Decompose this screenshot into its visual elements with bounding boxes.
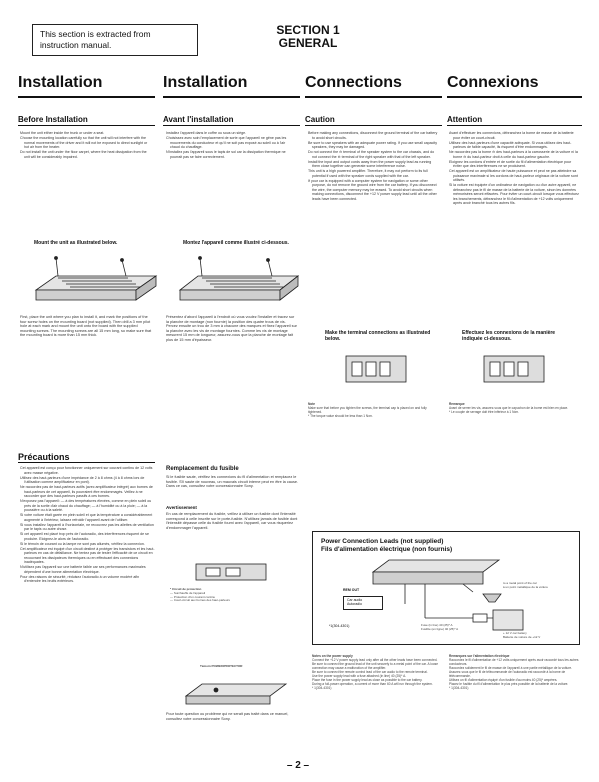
protection-circuit [170, 588, 296, 603]
autoradio-label: Autoradio [347, 602, 362, 606]
list-item: Si votre voiture était garée en plein soleil et que la température a considérablement augmenté à l'intérieur, laissez refroidir l'appareil avant de l'utiliser. [20, 513, 153, 522]
list-item: Assurez-vous que le fil de télécommande de l'autoradio est raccordé à la borne de télécommande. [449, 670, 566, 678]
precautions-list [20, 466, 155, 584]
fuse-line-en: Fuse (in line) 40 (25)* A [421, 623, 453, 627]
note [308, 402, 438, 418]
caption-mount: Mount the unit as illustrated below. [34, 240, 118, 246]
list-item: This unit is a high powered amplifier. Therefore, it may not perform to its full potential if used with the speaker cords supplied with the car. [308, 169, 428, 178]
note-torque: * The torque value should be less than 1 N•m. [308, 414, 373, 418]
metal-point-fr: à un point métallique de la voiture [503, 584, 548, 589]
power-title-fr: Fils d'alimentation électrique (non fournis) [321, 546, 453, 553]
amplifier-illustration [180, 672, 290, 706]
list-item: Si vous installez l'appareil à l'horizontale, ne recouvrez pas les ailettes de ventilation par le tapis ou autre chose. [20, 522, 154, 531]
caption-montez: Montez l'appareil comme illustré ci-dessous. [183, 240, 289, 246]
section-name: GENERAL [278, 36, 338, 50]
battery-fr: Batterie de voiture de +12 V [503, 634, 541, 639]
list-item: Placez le fusible du fil d'alimentation le plus près possible de la batterie de la voiture. [449, 682, 569, 686]
list-item: Before making any connections, disconnect the ground terminal of the car battery to avoid short circuits. [308, 131, 438, 140]
avant-installation-list [166, 131, 296, 160]
list-item: Pour des raisons de sécurité, réduisez l'autoradio à un volume modéré afin d'entendre les bruits extérieurs. [20, 574, 140, 583]
subheading-caution: Caution [305, 113, 442, 126]
power-title-en: Power Connection Leads (not supplied) [321, 538, 444, 545]
list-item: N'utilisez pas l'appareil sur une batterie faible car ses performances maximales dépendent d'une bonne alimentation électrique. [20, 565, 146, 574]
mounting-illustration [18, 254, 300, 312]
list-item: Mount the unit either inside the trunk or under a seat. [20, 131, 105, 135]
extract-notice: This section is extracted from instruction manual. [32, 24, 198, 56]
list-item: Be sure to connect the ground lead of the unit securely to a metal point of the car. A loose connection may cause a malfunction of the amplifier. [312, 662, 438, 670]
notes-power-part: * 1(304-4301) [312, 686, 332, 690]
list-item: Do not install the unit under the floor carpet, where the heat dissipation from the unit will be considerably impaired. [20, 150, 147, 159]
list-item: Eloignez les cordons d'entrée et de sortie du fil d'alimentation électrique pour éviter que des interférences ne se produisent. [449, 159, 572, 168]
battery-en: + 12 V car battery [503, 631, 527, 635]
protection-line: — Protection d'un courant continu [170, 594, 216, 599]
car-audio-label: Car audio [347, 598, 363, 602]
heading-connexions-fr: Connexions [447, 74, 539, 91]
list-item: Ne raccordez pas de haut-parleurs actifs (avec amplificateur intégré) aux bornes de haut-parleurs de cet appareil, ils pourraient être endommagés. Veillez à ne raccorder que des haut-parleurs passifs à ces bornes. [20, 485, 153, 498]
precautions-heading: Précautions [18, 452, 155, 463]
heading-installation-en: Installation [18, 74, 103, 91]
list-item: Si le témoin de courant ou la lampe ne sont pas allumés, vérifiez la connexion. [20, 541, 145, 546]
rem-out-label: REM OUT [343, 588, 360, 592]
list-item: Installez l'appareil dans le coffre ou sous un siège. [166, 131, 247, 135]
list-item: Utilisez des haut-parleurs d'une capacité adéquate. Si vous utilisez des haut-parleurs de faible capacité, ils risquent d'être endommagés. [449, 140, 572, 149]
notes-power-heading: Notes on the power supply [312, 654, 353, 658]
note-text: Make sure that before you tighten the screws, the terminal cap is placed on and fully tightened. [308, 406, 427, 414]
install-paragraph-fr: Présentez d'abord l'appareil à l'endroit où vous voulez l'installer et tracez sur la planche de montage (non fournie) la position des quatre trous de vis. Percez ensuite un trou de 3 mm à chacune des marques et fixez l'appareil sur la planche avec les vis de montage fournies. Comme les vis de montage mesurent 15 mm de longueur, assurez-vous que la planche de montage fait plus de 15 mm d'épaisseur. [166, 315, 297, 342]
list-item: Choisissez avec soin l'emplacement de sorte que l'appareil ne gêne pas les mouvements du conducteur et qu'il ne soit pas exposé au soleil ou à l'air chaud du chauffage. [166, 136, 287, 149]
metal-point-en: to a metal point of the car [503, 581, 537, 585]
before-installation-list [20, 131, 150, 160]
list-item: Raccordez solidement le fil de masse de l'appareil à une partie métallique de la voiture. [449, 666, 573, 670]
fuse-line-fr: Fusible (en ligne) 40 (25)* A [421, 626, 459, 631]
terminal-illustration [306, 350, 581, 394]
subheading-attention: Attention [447, 113, 582, 126]
list-item: Connect the +12 V power supply lead only after all the other leads have been connected. [312, 658, 438, 662]
list-item: During a full-power operation, a current of more than 60 A will run through the system. [312, 682, 433, 686]
remarques-heading: Remarques sur l'alimentation électrique [449, 654, 510, 658]
car-audio-box [343, 596, 383, 610]
list-item: Ne raccordez pas la borne ⊖ des haut-parleurs à la carrosserie de la voiture ni la borne ⊖ du haut-parleur droit à celle du haut-parleur gauche. [449, 150, 578, 159]
protection-line: — Surchauffe de l'appareil [170, 590, 206, 595]
part-number: *1(304-4301) [329, 624, 350, 628]
caption-effectuez: Effectuez les connexions de la manière indiquée ci-dessous. [462, 330, 556, 342]
page-number: – 2 – [286, 760, 310, 771]
subheading-avant-installation: Avant l'installation [163, 113, 300, 126]
caution-list [308, 131, 438, 202]
list-item: Si cet appareil est placé trop près de l'autoradio, des interférences risquent de se produire. Eloignez-le alors de l'autoradio. [20, 532, 149, 541]
fuse-footer-paragraph: Pour toute question ou problème qui ne serait pas traité dans ce manuel, consultez votre concessionnaire Sony. [166, 712, 289, 721]
section-title [258, 24, 358, 50]
note-label: Note [308, 402, 316, 406]
list-item: Use the power supply lead with a fuse attached (in line) 40 (25)* A. [312, 674, 407, 678]
rule [18, 96, 155, 98]
remarque-label: Remarque [449, 402, 465, 406]
list-item: N'exposez pas l'appareil: — à des températures élevées, comme en plein soleil ou près de la sortie d'air chaud du chauffage; — à l'humidité ou à la pluie; — à la poussière ou à la saleté. [20, 499, 152, 512]
fuse-warning-heading: Avertissement [166, 505, 197, 510]
list-item: Cet appareil est conçu pour fonctionner uniquement sur courant continu de 12 volts avec masse négative. [20, 466, 153, 475]
fuse-line-label [421, 624, 491, 632]
remarque [449, 402, 579, 414]
list-item: N'installez pas l'appareil sous le tapis de sol car la dissipation thermique ne pourrait pas se faire correctement. [166, 150, 286, 159]
fuse-warning: En cas de remplacement du fusible, veillez à utiliser un fusible dont l'intensité correspond à celle inscrite sur le porte-fusible. N'utilisez jamais de fusible dont l'intensité dépasse celle du fusible fourni avec l'appareil, car vous risqueriez d'endommager l'appareil. [166, 512, 298, 530]
rule [305, 96, 442, 98]
list-item: Cet amplificateur est équipé d'un circuit destiné à protéger les transistors et les haut-parleurs en cas de défaillance. Ne tentez pas de tester l'efficacité de ce circuit en recouvrant les dissipateurs thermiques ou en effectuant des connexions inadéquates. [20, 546, 155, 564]
battery-label [503, 632, 577, 640]
list-item: Install the input and output cords away from the power supply lead as running them close together can generate some interference noise. [308, 159, 432, 168]
power-connection-box [312, 531, 580, 645]
remarque-text: Avant de serrer les vis, assurez-vous que le capuchon de la borne est bien en place. [449, 406, 569, 410]
list-item: If your car is equipped with a computer system for navigation or some other purpose, do not remove the ground wire from the car battery. If you disconnect the wire, the computer memory may be erased. To avoid short circuits when making connections, disconnect the +12 V power supply lead until all the other leads have been connected. [308, 178, 437, 201]
section-number: SECTION 1 [276, 23, 340, 37]
list-item: Utilisez un fil d'alimentation équipé d'un fusible d'au moins 40 (25)* ampères. [449, 678, 558, 682]
list-item: Utilisez des haut-parleurs d'une impédance de 2 à 8 ohms (4 à 8 ohms lors de l'utilisation comme amplificateur en pont). [20, 475, 145, 484]
caption-make-terminal: Make the terminal connections as illustrated below. [325, 330, 431, 342]
temoin-label: Témoin POWER/PROTECTOR [200, 664, 243, 668]
list-item: Do not connect the ⊖ terminal of the speaker system to the car chassis, and do not connect the ⊖ terminal of the right speaker with that of the left speaker. [308, 150, 435, 159]
attention-list [449, 131, 581, 206]
remarque-torque: * Le couple de serrage doit être inférieur à 1 N•m. [449, 410, 520, 414]
fuse-heading: Remplacement du fusible [166, 466, 239, 472]
list-item: Be sure to use speakers with an adequate power rating. If you use small capacity speakers, they may be damaged. [308, 140, 438, 149]
list-item: Place the fuse in the power supply lead as close as possible to the car battery. [312, 678, 423, 682]
list-item: Raccordez le fil d'alimentation de +12 volts uniquement après avoir raccordé tous les autres conducteurs. [449, 658, 579, 666]
remarques-alimentation [449, 654, 581, 690]
protection-line: — Court-circuit aux bornes des haut-parleurs [170, 598, 230, 603]
heading-installation-fr: Installation [163, 74, 248, 91]
list-item: Choose the mounting location carefully so that the unit will not interfere with the normal movements of the driver and it will not be exposed to direct sunlight or hot air from the heater. [20, 136, 148, 149]
notes-power-supply [312, 654, 442, 690]
remarques-part: * 1(304-4301) [449, 686, 469, 690]
heading-connections-en: Connections [305, 74, 402, 91]
rule [163, 96, 300, 98]
protection-title: * Circuit de protection [170, 587, 202, 591]
metal-point-label [503, 582, 575, 590]
list-item: Avant d'effectuer les connexions, débranchez la borne de masse de la batterie pour éviter un court-circuit. [449, 131, 574, 140]
fuse-paragraph: Si le fusible saute, vérifiez les connexions du fil d'alimentation et remplacez le fusible. S'il saute de nouveau, un mauvais circuit interne peut en être la cause. Dans ce cas, consultez votre concessionnaire Sony. [166, 475, 299, 489]
list-item: Be sure to connect the remote control lead of the car audio to the remote terminal. [312, 670, 428, 674]
rule [447, 96, 582, 98]
subheading-before-installation: Before Installation [18, 113, 155, 126]
list-item: Cet appareil est un amplificateur de haute puissance et peut ne pas atteindre sa puissance maximale si les cordons de haut-parleur originaux de la voiture sont utilisés. [449, 169, 578, 182]
install-paragraph-en: First, place the unit where you plan to install it, and mark the positions of the four screw holes on the mounting board (not supplied). Then drill a 3 mm pilot hole at each mark and mount the unit onto the board with the supplied mounting screws. The mounting screws are all 15 mm long, so make sure that the mounting board is more than 15 mm thick. [20, 315, 152, 338]
fuse-illustration [166, 560, 296, 584]
list-item: Si la voiture est équipée d'un ordinateur de navigation ou d'un autre appareil, ne débranchez pas le fil de masse de la batterie de la voiture, sinon les données mémorisées seront effacées. Pour éviter un court-circuit lorsque vous effectuez les branchements, débranchez le fil d'alimentation de +12 volts uniquement après avoir branché tous les autres fils. [449, 183, 579, 205]
